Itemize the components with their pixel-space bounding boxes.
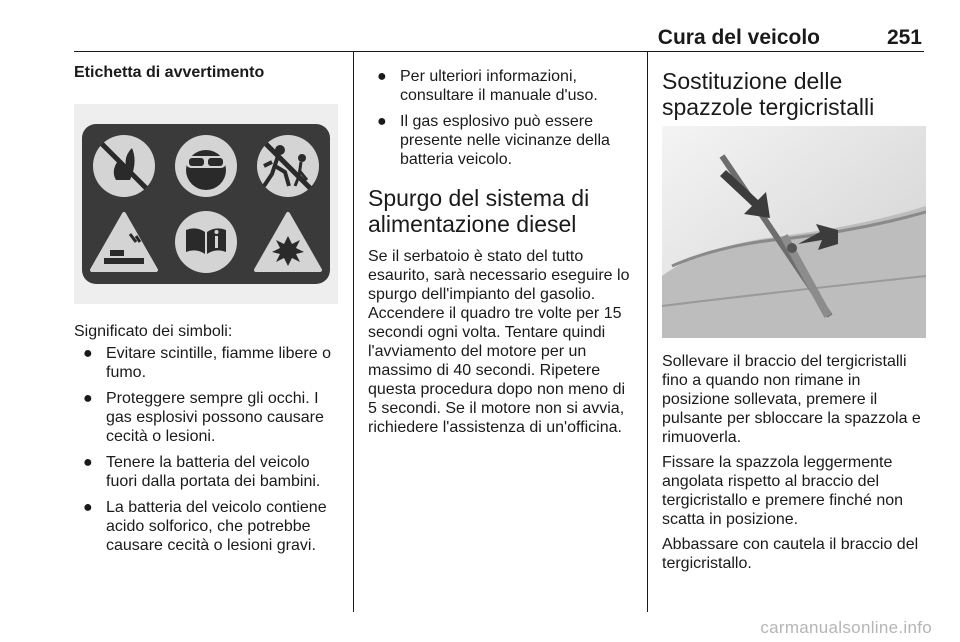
bullet: ● xyxy=(83,390,93,407)
symbols-meaning-intro: Significato dei simboli: xyxy=(74,323,233,340)
column-divider-2 xyxy=(647,52,648,612)
eye-protection-icon xyxy=(175,135,237,197)
list-item: ● Per ulteriori informazioni, consultare il manuale d'uso. xyxy=(377,68,598,104)
read-manual-icon xyxy=(175,211,237,273)
page-number: 251 xyxy=(886,26,922,49)
keep-away-children-icon xyxy=(257,135,319,197)
column-2 xyxy=(368,52,632,437)
list-item: ● Tenere la batteria del veicolo fuori dalla portata dei bambini. xyxy=(83,454,321,490)
wiper-arm-illustration xyxy=(662,126,926,338)
wiper-replacement-title: Sostituzione delle spazzole tergicristalli xyxy=(662,68,875,120)
warning-label-image xyxy=(82,124,330,284)
warning-label-figure xyxy=(74,104,338,304)
symbols-meaning-list xyxy=(74,344,338,555)
running-header-title: Cura del veicolo xyxy=(657,26,820,49)
list-item: ● Evitare scintille, fiamme libere o fumo. xyxy=(83,345,331,381)
column-3 xyxy=(662,52,926,579)
wiper-arm-photo xyxy=(662,126,926,338)
watermark-text: carmanualsonline.info xyxy=(760,618,932,637)
no-flame-icon xyxy=(93,135,155,197)
column-1 xyxy=(74,52,338,562)
list-item: ● Il gas esplosivo può essere presente nelle vicinanze della batteria veicolo. xyxy=(377,113,610,168)
bullet: ● xyxy=(83,454,93,471)
wiper-step-1: Sollevare il braccio del tergicristalli fino a quando non rimane in posizione sollevata, premere il pulsante per sbloccare la spazzola e rimuoverla. xyxy=(662,353,921,446)
bullet: ● xyxy=(83,345,93,362)
wiper-step-2: Fissare la spazzola leggermente angolata rispetto al braccio del tergicristallo e premere finché non scatta in posizione. xyxy=(662,454,904,528)
bullet: ● xyxy=(377,113,387,130)
symbols-meaning-list-continued xyxy=(368,67,632,169)
bullet: ● xyxy=(83,499,93,516)
list-item: ● Proteggere sempre gli occhi. I gas esplosivi possono causare cecità o lesioni. xyxy=(83,390,324,445)
diesel-bleeding-body: Se il serbatoio è stato del tutto esaurito, sarà necessario eseguire lo spurgo dell'impianto del gasolio. Accendere il quadro tre volte per 15 secondi ogni volta. Tentare quindi l'avviamento del motore per un massimo di 40 secondi. Ripetere questa procedura dopo non meno di 5 secondi. Se il motore non si avvia, richiedere l'assistenza di un'officina. xyxy=(368,248,630,436)
column-divider-1 xyxy=(353,52,354,612)
bullet: ● xyxy=(377,68,387,85)
diesel-bleeding-title: Spurgo del sistema di alimentazione diesel xyxy=(368,185,590,237)
warning-label-heading: Etichetta di avvertimento xyxy=(74,64,265,81)
wiper-step-3: Abbassare con cautela il braccio del tergicristallo. xyxy=(662,536,919,572)
list-item: ● La batteria del veicolo contiene acido solforico, che potrebbe causare cecità o lesioni gravi. xyxy=(83,499,327,554)
